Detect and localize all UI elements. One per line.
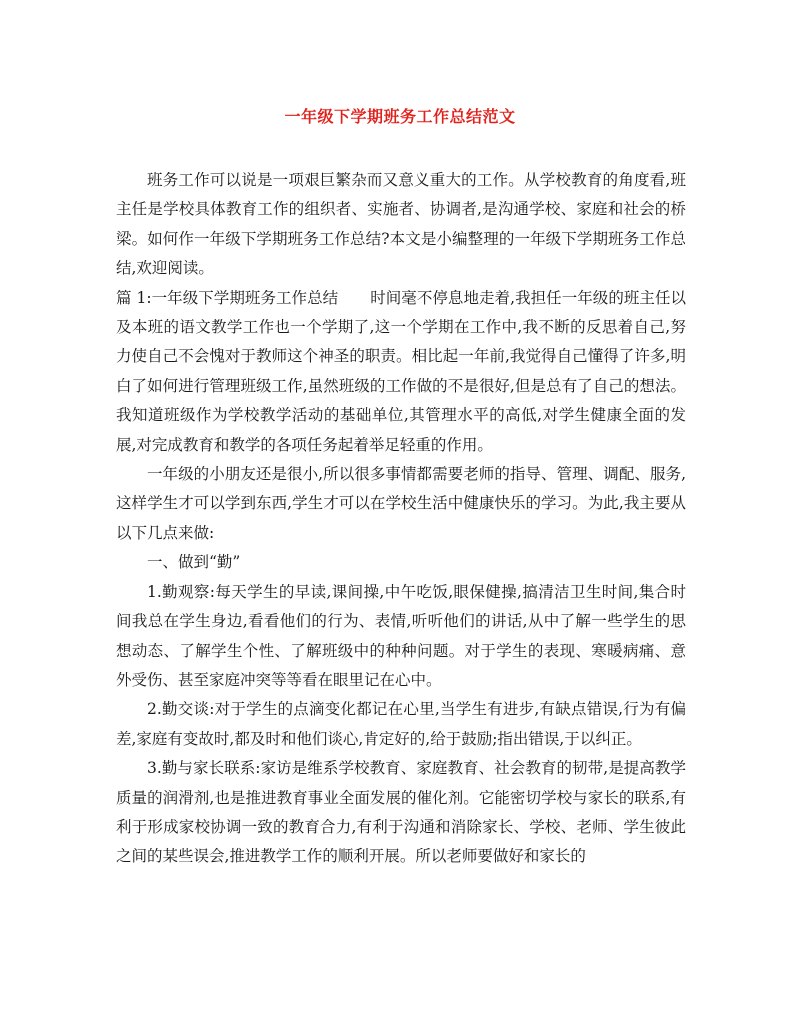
section-paragraph: [116, 284, 686, 460]
section-heading: 一、做到“勤”: [147, 553, 241, 572]
section-label: 篇 1:一年级下学期班务工作总结: [116, 288, 339, 307]
body-paragraph: 1.勤观察:每天学生的早读,课间操,中午吃饭,眼保健操,搞清洁卫生时间,集合时间我总在学生身边,看看他们的行为、表情,听听他们的讲话,从中了解一些学生的思想动态、了解学生个性、了解班级中的种种问题。对于学生的表现、寒暖病痛、意外受伤、甚至家庭冲突等等看在眼里记在心中。: [116, 582, 686, 689]
body-paragraph: 2.勤交谈:对于学生的点滴变化都记在心里,当学生有进步,有缺点错误,行为有偏差,家庭有变故时,都及时和他们谈心,肯定好的,给于鼓励;指出错误,于以纠正。: [116, 700, 686, 748]
document-title: 一年级下学期班务工作总结范文: [284, 107, 516, 126]
document-body: [116, 166, 686, 872]
body-paragraph: 一年级的小朋友还是很小,所以很多事情都需要老师的指导、管理、调配、服务,这样学生才可以学到东西,学生才可以在学校生活中健康快乐的学习。为此,我主要从以下几点来做:: [116, 465, 686, 542]
section-text: 时间毫不停息地走着,我担任一年级的班主任以及本班的语文教学工作也一个学期了,这一个学期在工作中,我不断的反思着自己,努力使自己不会愧对于教师这个神圣的职责。相比起一年前,我觉得自己懂得了许多,明白了如何进行管理班级工作,虽然班级的工作做的不是很好,但是总有了自己的想法。我知道班级作为学校教学活动的基础单位,其管理水平的高低,对学生健康全面的发展,对完成教育和教学的各项任务起着举足轻重的作用。: [116, 288, 687, 454]
body-paragraph: 3.勤与家长联系:家访是维系学校教育、家庭教育、社会教育的韧带,是提高教学质量的润滑剂,也是推进教育事业全面发展的催化剂。它能密切学校与家长的联系,有利于形成家校协调一致的教育合力,有利于沟通和消除家长、学校、老师、学生彼此之间的某些误会,推进教学工作的顺利开展。所以老师要做好和家长的: [116, 759, 686, 866]
intro-paragraph: 班务工作可以说是一项艰巨繁杂而又意义重大的工作。从学校教育的角度看,班主任是学校具体教育工作的组织者、实施者、协调者,是沟通学校、家庭和社会的桥梁。如何作一年级下学期班务工作总结?本文是小编整理的一年级下学期班务工作总结,欢迎阅读。: [116, 171, 686, 278]
